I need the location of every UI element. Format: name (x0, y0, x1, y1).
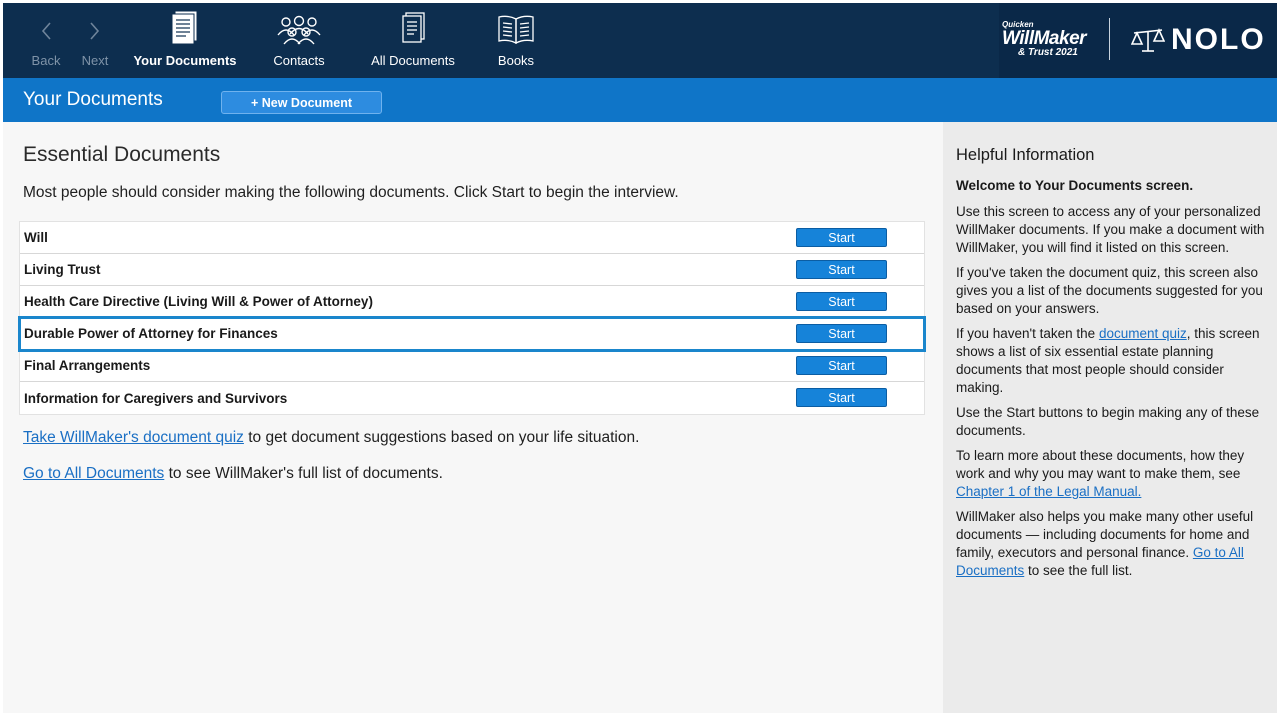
document-name: Health Care Directive (Living Will & Power of Attorney) (24, 294, 373, 309)
document-name: Durable Power of Attorney for Finances (24, 326, 278, 341)
document-name: Will (24, 230, 48, 245)
title-bar (3, 78, 1277, 122)
document-row (20, 254, 924, 286)
all-documents-button[interactable] (365, 3, 461, 78)
document-name: Living Trust (24, 262, 101, 277)
contacts-label: Contacts (273, 53, 325, 68)
document-quiz-link[interactable]: Take WillMaker's document quiz (23, 429, 244, 446)
next-label: Next (81, 53, 109, 68)
essential-documents-list (19, 221, 925, 415)
books-button[interactable] (493, 3, 539, 78)
sidebar-paragraph: To learn more about these documents, how they work and why you may want to make them, see Chapter 1 of the Legal Manual. (956, 448, 1245, 499)
start-button[interactable]: Start (796, 324, 887, 343)
sidebar-paragraph: If you've taken the document quiz, this screen also gives you a list of the documents suggested for you based on your answers. (956, 265, 1263, 316)
all-documents-line-text: to see WillMaker's full list of documents. (164, 465, 443, 482)
contacts-icon (275, 3, 323, 47)
main-content (3, 122, 943, 713)
sidebar-welcome: Welcome to Your Documents screen. (956, 178, 1194, 193)
your-documents-label: Your Documents (133, 53, 237, 68)
your-documents-button[interactable] (135, 3, 235, 78)
sidebar-all-documents-link[interactable]: Go to All Documents (956, 545, 1244, 578)
books-label: Books (497, 53, 535, 68)
document-name: Final Arrangements (24, 358, 151, 373)
document-row (20, 286, 924, 318)
start-button[interactable]: Start (796, 292, 887, 311)
sidebar-paragraph: Use this screen to access any of your personalized WillMaker documents. If you make a document with WillMaker, you will find it listed on this screen. (956, 204, 1265, 255)
start-button[interactable]: Start (796, 260, 887, 279)
documents-stack-icon (399, 3, 427, 47)
brand-divider (1109, 18, 1110, 60)
start-button[interactable]: Start (796, 356, 887, 375)
all-documents-label: All Documents (371, 53, 455, 68)
page-title: Your Documents (23, 89, 163, 110)
start-button[interactable]: Start (796, 388, 887, 407)
sidebar-quiz-link[interactable]: document quiz (1098, 326, 1187, 341)
document-icon (170, 3, 200, 47)
helpful-information-panel (943, 122, 1277, 713)
document-row (20, 222, 924, 254)
document-row (20, 350, 924, 382)
nolo-logo: NOLO (1131, 23, 1266, 57)
next-button[interactable] (76, 3, 114, 78)
document-row-highlighted (20, 318, 924, 350)
all-documents-link[interactable]: Go to All Documents (23, 465, 165, 482)
legal-manual-link[interactable]: Chapter 1 of the Legal Manual. (956, 484, 1142, 499)
chevron-right-icon (89, 3, 101, 47)
sidebar-paragraph: WillMaker also helps you make many other useful documents — including documents for home and family, executors and personal finance. Go to All Documents to see the full list. (956, 509, 1254, 578)
top-toolbar (3, 3, 1277, 78)
sidebar-paragraph: Use the Start buttons to begin making any of these documents. (956, 405, 1260, 438)
sidebar-paragraph: If you haven't taken the document quiz, this screen shows a list of six essential estate planning documents that most people should consider making. (956, 326, 1260, 395)
sidebar-title: Helpful Information (956, 146, 1095, 164)
quiz-line-text: to get document suggestions based on your life situation. (243, 429, 640, 446)
back-button[interactable] (27, 3, 65, 78)
app-window (3, 3, 1277, 713)
document-row (20, 382, 924, 414)
intro-text: Most people should consider making the following documents. Click Start to begin the interview. (23, 184, 679, 201)
start-button[interactable]: Start (796, 228, 887, 247)
section-title: Essential Documents (23, 143, 221, 166)
chevron-left-icon (40, 3, 52, 47)
all-documents-line (23, 465, 443, 483)
brand-area (999, 3, 1277, 78)
quiz-line (23, 429, 639, 447)
back-label: Back (31, 53, 61, 68)
open-book-icon (496, 3, 536, 47)
contacts-button[interactable] (269, 3, 329, 78)
new-document-button[interactable]: + New Document (221, 91, 382, 114)
willmaker-logo: Quicken WillMaker & Trust 2021 (1002, 20, 1087, 58)
document-name: Information for Caregivers and Survivors (24, 390, 288, 406)
scales-icon (1131, 27, 1165, 53)
